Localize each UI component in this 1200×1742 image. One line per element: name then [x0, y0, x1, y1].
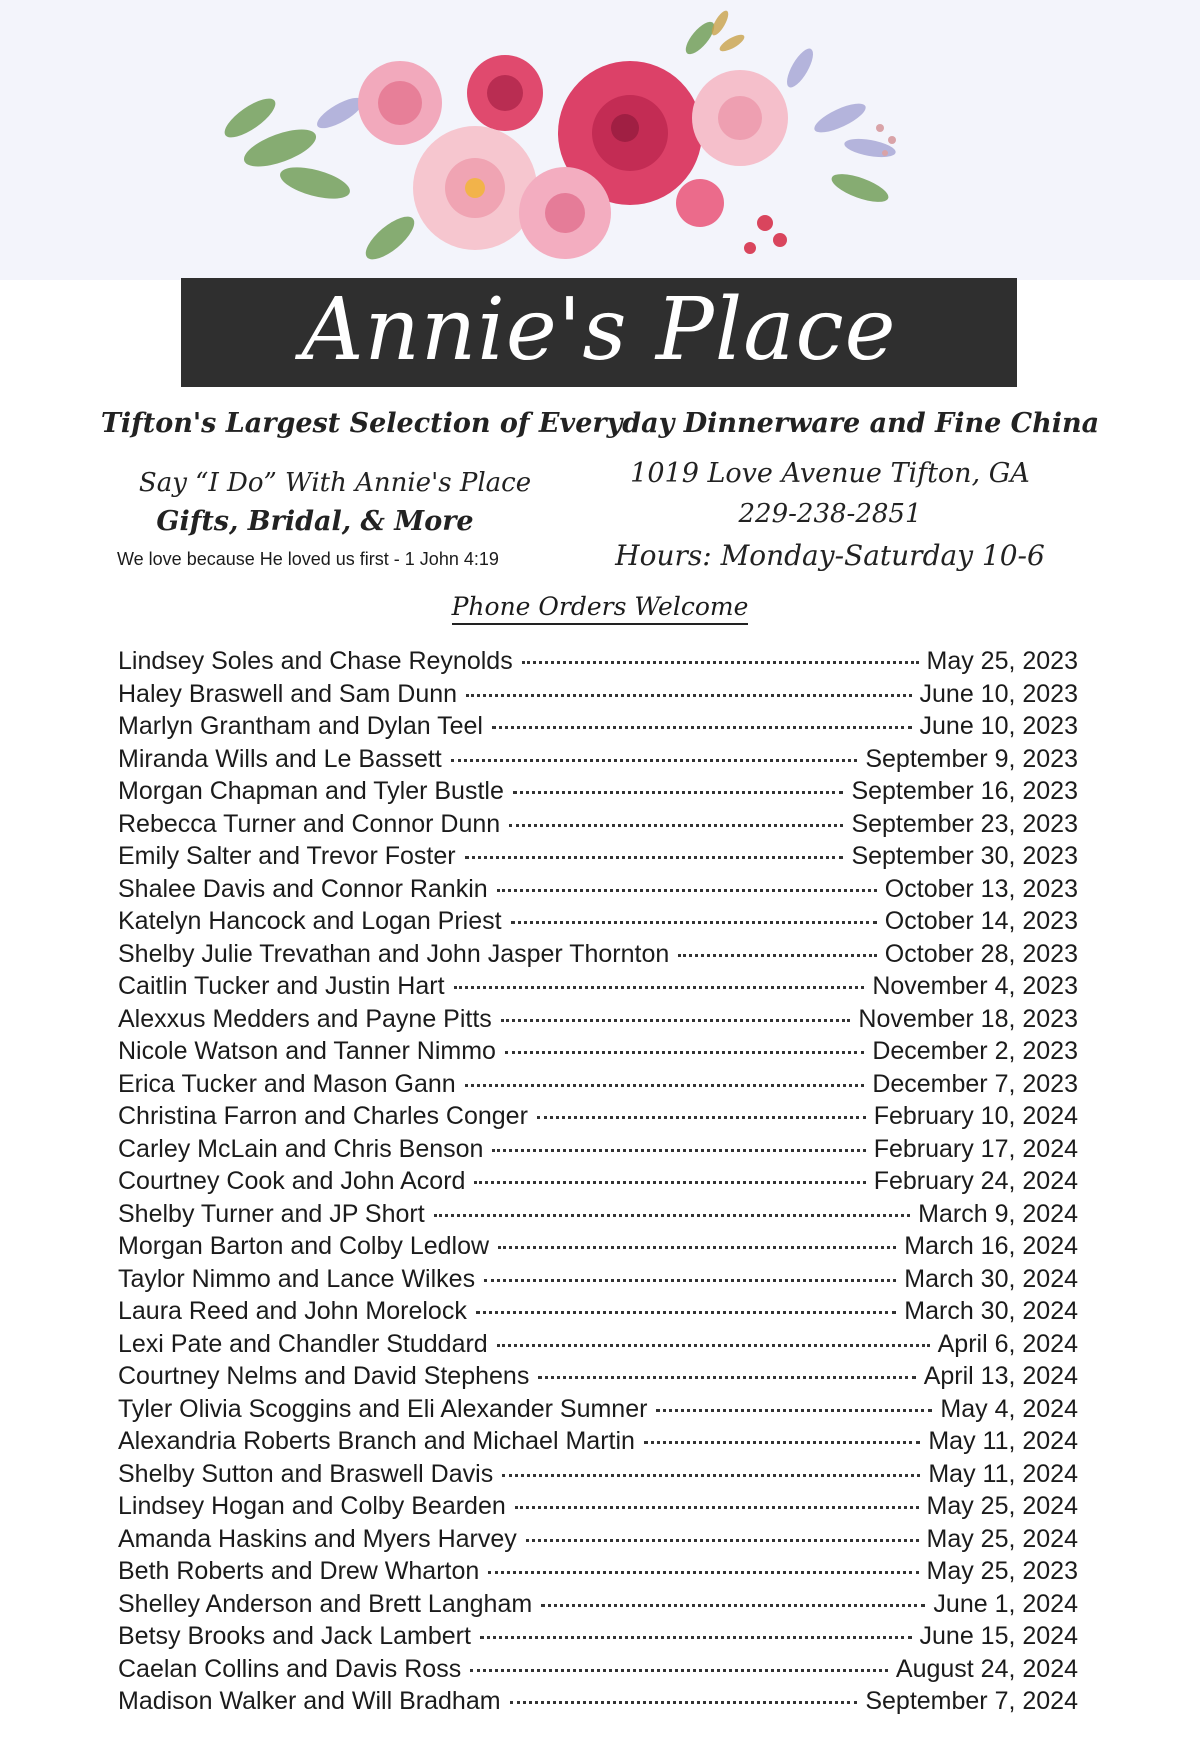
wedding-date: March 30, 2024	[904, 1264, 1078, 1293]
couple-names: Miranda Wills and Le Bassett	[118, 744, 442, 773]
registry-row	[118, 907, 1078, 940]
dot-leader	[678, 953, 877, 957]
dot-leader	[505, 1050, 864, 1054]
registry-row	[118, 1297, 1078, 1330]
dot-leader	[454, 985, 865, 989]
couple-names: Madison Walker and Will Bradham	[118, 1687, 501, 1715]
registry-row	[118, 875, 1078, 908]
wedding-date: June 10, 2023	[919, 679, 1078, 708]
dot-leader	[476, 1310, 896, 1314]
dot-leader	[502, 1473, 920, 1477]
couple-names: Christina Farron and Charles Conger	[118, 1102, 528, 1130]
registry-row	[118, 1427, 1078, 1460]
store-tagline: Tifton's Largest Selection of Everyday Dinnerware and Fine China	[100, 408, 1100, 439]
wedding-date: September 23, 2023	[851, 809, 1078, 838]
dot-leader	[541, 1603, 925, 1607]
wedding-date: September 16, 2023	[851, 777, 1078, 805]
registry-row	[118, 680, 1078, 713]
wedding-date: August 24, 2024	[895, 1654, 1078, 1683]
registry-row	[118, 1232, 1078, 1265]
wedding-date: April 6, 2024	[937, 1329, 1078, 1358]
registry-row	[118, 1070, 1078, 1103]
dot-leader	[511, 920, 877, 924]
couple-names: Betsy Brooks and Jack Lambert	[118, 1622, 471, 1650]
registry-row	[118, 745, 1078, 778]
dot-leader	[470, 1668, 888, 1672]
dot-leader	[480, 1635, 912, 1639]
couple-names: Carley McLain and Chris Benson	[118, 1134, 484, 1163]
couple-names: Lexi Pate and Chandler Studdard	[118, 1329, 488, 1358]
dot-leader	[434, 1213, 911, 1217]
wedding-date: May 25, 2023	[926, 1557, 1078, 1585]
registry-row	[118, 1167, 1078, 1200]
wedding-date: February 24, 2024	[873, 1167, 1078, 1195]
wedding-date: May 25, 2024	[926, 1492, 1078, 1520]
dot-leader	[465, 855, 844, 859]
couple-names: Rebecca Turner and Connor Dunn	[118, 809, 501, 838]
couple-names: Shelby Sutton and Braswell Davis	[118, 1459, 494, 1488]
couple-names: Nicole Watson and Tanner Nimmo	[118, 1037, 496, 1065]
couple-names: Alexandria Roberts Branch and Michael Martin	[118, 1427, 635, 1455]
registry-row	[118, 972, 1078, 1005]
registry-row	[118, 1135, 1078, 1168]
couple-names: Courtney Nelms and David Stephens	[118, 1362, 530, 1390]
couple-names: Lindsey Soles and Chase Reynolds	[118, 647, 513, 675]
registry-row	[118, 647, 1078, 680]
gifts-slogan: Gifts, Bridal, & More	[156, 506, 474, 537]
store-phone: 229-238-2851	[738, 499, 922, 529]
wedding-date: September 7, 2024	[865, 1687, 1078, 1715]
bible-verse: We love because He loved us first - 1 John 4:19	[117, 549, 499, 569]
registry-row	[118, 1362, 1078, 1395]
contact-info-block	[600, 458, 1060, 572]
dot-leader	[509, 823, 843, 827]
registry-row	[118, 712, 1078, 745]
wedding-date: December 7, 2023	[872, 1069, 1078, 1098]
wedding-date: October 28, 2023	[884, 939, 1078, 968]
dot-leader	[497, 888, 877, 892]
couple-names: Shelley Anderson and Brett Langham	[118, 1589, 533, 1618]
dot-leader	[522, 660, 919, 664]
couple-names: Caitlin Tucker and Justin Hart	[118, 972, 445, 1000]
registry-row	[118, 1037, 1078, 1070]
wedding-date: May 25, 2024	[926, 1524, 1078, 1553]
wedding-date: May 11, 2024	[928, 1459, 1078, 1488]
couple-names: Courtney Cook and John Acord	[118, 1167, 466, 1195]
bridal-registry-list	[118, 647, 1078, 1720]
couple-names: Taylor Nimmo and Lance Wilkes	[118, 1264, 476, 1293]
couple-names: Alexxus Medders and Payne Pitts	[118, 1004, 492, 1033]
registry-row	[118, 1687, 1078, 1720]
wedding-date: March 30, 2024	[904, 1297, 1078, 1325]
registry-row	[118, 1655, 1078, 1688]
registry-row	[118, 1330, 1078, 1363]
dot-leader	[537, 1115, 866, 1119]
wedding-date: May 25, 2023	[926, 647, 1078, 675]
wedding-date: February 17, 2024	[873, 1134, 1078, 1163]
store-hours: Hours: Monday-Saturday 10-6	[615, 539, 1045, 572]
store-address: 1019 Love Avenue Tifton, GA	[630, 458, 1030, 489]
couple-names: Morgan Barton and Colby Ledlow	[118, 1232, 490, 1260]
registry-row	[118, 940, 1078, 973]
dot-leader	[492, 1148, 865, 1152]
wedding-date: February 10, 2024	[873, 1102, 1078, 1130]
phone-orders-heading	[0, 592, 1200, 621]
dot-leader	[474, 1180, 865, 1184]
wedding-date: December 2, 2023	[872, 1037, 1078, 1065]
wedding-date: May 4, 2024	[940, 1394, 1078, 1423]
dot-leader	[513, 790, 844, 794]
say-ido-slogan: Say “I Do” With Annie's Place	[138, 468, 532, 498]
couple-names: Shelby Julie Trevathan and John Jasper Thornton	[118, 939, 670, 968]
dot-leader	[497, 1343, 930, 1347]
wedding-date: March 16, 2024	[904, 1232, 1078, 1260]
floral-arrangement-illustration	[220, 8, 980, 283]
registry-row	[118, 842, 1078, 875]
couple-names: Lindsey Hogan and Colby Bearden	[118, 1492, 506, 1520]
wedding-date: September 30, 2023	[851, 842, 1078, 870]
wedding-date: November 18, 2023	[858, 1004, 1078, 1033]
registry-row	[118, 1622, 1078, 1655]
registry-row	[118, 1200, 1078, 1233]
registry-row	[118, 1395, 1078, 1428]
dot-leader	[484, 1278, 896, 1282]
couple-names: Beth Roberts and Drew Wharton	[118, 1557, 480, 1585]
registry-row	[118, 1590, 1078, 1623]
store-name-banner	[181, 278, 1017, 387]
registry-row	[118, 1265, 1078, 1298]
dot-leader	[538, 1375, 915, 1379]
wedding-date: March 9, 2024	[918, 1199, 1078, 1228]
wedding-date: November 4, 2023	[872, 972, 1078, 1000]
dot-leader	[498, 1245, 896, 1249]
registry-row	[118, 1525, 1078, 1558]
registry-row	[118, 1102, 1078, 1135]
wedding-date: October 14, 2023	[884, 907, 1078, 935]
phone-orders-text: Phone Orders Welcome	[452, 592, 749, 625]
dot-leader	[501, 1018, 851, 1022]
couple-names: Shalee Davis and Connor Rankin	[118, 874, 488, 903]
couple-names: Shelby Turner and JP Short	[118, 1199, 425, 1228]
couple-names: Tyler Olivia Scoggins and Eli Alexander Sumner	[118, 1394, 648, 1423]
wedding-date: April 13, 2024	[923, 1362, 1078, 1390]
dot-leader	[488, 1570, 918, 1574]
registry-row	[118, 1557, 1078, 1590]
couple-names: Haley Braswell and Sam Dunn	[118, 679, 458, 708]
dot-leader	[515, 1505, 919, 1509]
wedding-date: September 9, 2023	[865, 744, 1078, 773]
dot-leader	[466, 693, 911, 697]
dot-leader	[492, 725, 912, 729]
dot-leader	[644, 1440, 920, 1444]
couple-names: Emily Salter and Trevor Foster	[118, 842, 456, 870]
registry-row	[118, 1005, 1078, 1038]
couple-names: Morgan Chapman and Tyler Bustle	[118, 777, 504, 805]
wedding-date: June 10, 2023	[919, 712, 1078, 740]
wedding-date: June 15, 2024	[919, 1622, 1078, 1650]
registry-row	[118, 777, 1078, 810]
dot-leader	[510, 1700, 858, 1704]
couple-names: Katelyn Hancock and Logan Priest	[118, 907, 502, 935]
dot-leader	[465, 1083, 865, 1087]
store-name-title: Annie's Place	[301, 279, 897, 380]
registry-row	[118, 1460, 1078, 1493]
couple-names: Laura Reed and John Morelock	[118, 1297, 467, 1325]
wedding-date: June 1, 2024	[933, 1589, 1078, 1618]
wedding-date: May 11, 2024	[928, 1427, 1078, 1455]
wedding-date: October 13, 2023	[884, 874, 1078, 903]
dot-leader	[451, 758, 858, 762]
registry-row	[118, 810, 1078, 843]
couple-names: Caelan Collins and Davis Ross	[118, 1654, 462, 1683]
left-info-block	[100, 468, 570, 570]
dot-leader	[526, 1538, 919, 1542]
registry-row	[118, 1492, 1078, 1525]
couple-names: Marlyn Grantham and Dylan Teel	[118, 712, 483, 740]
dot-leader	[656, 1408, 932, 1412]
couple-names: Erica Tucker and Mason Gann	[118, 1069, 456, 1098]
couple-names: Amanda Haskins and Myers Harvey	[118, 1524, 517, 1553]
